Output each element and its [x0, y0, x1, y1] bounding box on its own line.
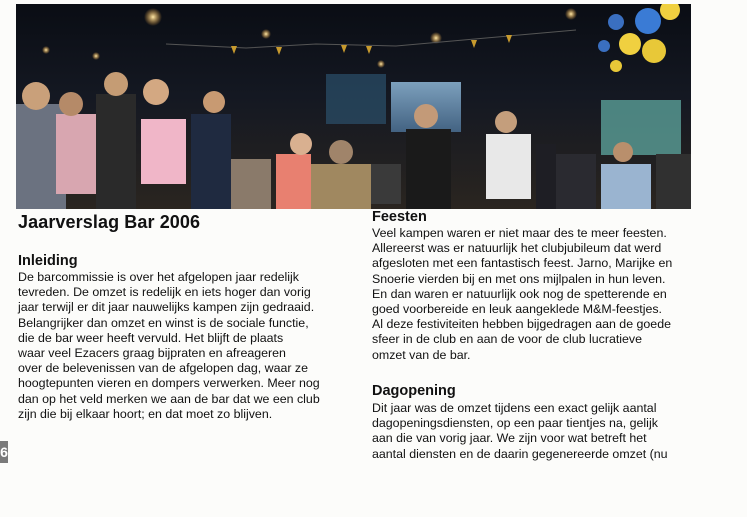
- text-line: jaar terwijl er dit jaar nauwelijks kampen zijn gedraaid.: [18, 300, 315, 315]
- document-title: Jaarverslag Bar 2006: [18, 212, 201, 232]
- balloons: [598, 4, 680, 72]
- text-line: Veel kampen waren er niet maar des te meer feesten.: [372, 226, 667, 240]
- photo-illustration: [16, 4, 691, 209]
- text-line: omzet van de bar.: [372, 347, 471, 362]
- text-line: dagopeningsdiensten, op een paar tientjes na, gelijk: [372, 416, 658, 431]
- text-line: goed voorbereide en leuk aangeklede M&M-feestjes.: [372, 302, 662, 317]
- bar-party-photo: [16, 4, 691, 209]
- text-line: Al deze festiviteiten hebben bijgedragen aan de goede: [372, 317, 671, 332]
- text-line: Allereerst was er natuurlijk het clubjubileum dat werd: [372, 241, 662, 256]
- text-line: sfeer in de club en aan de voor de club lucratieve: [372, 332, 643, 347]
- text-line: Snoerie vierden bij en met ons mijlpalen in hun leven.: [372, 271, 666, 286]
- text-line: Dit jaar was de omzet tijdens een exact gelijk aantal: [372, 401, 657, 415]
- text-line: tevreden. De omzet is redelijk en iets hoger dan vorig: [18, 285, 311, 300]
- text-line: Belangrijker dan omzet en winst is de sociale functie,: [18, 315, 309, 330]
- text-line: dan op het veld merken we aan de bar dat we een club: [18, 391, 320, 406]
- text-line: aantal diensten en de daarin gegenereerde omzet (nu: [372, 446, 668, 461]
- inleiding-heading: Inleiding: [18, 253, 78, 269]
- text-line: over de belevenissen van de afgelopen dag, waar ze: [18, 361, 309, 376]
- page-number-fragment: 6: [0, 441, 8, 463]
- text-line: aan die van vorig jaar. We zijn voor wat betreft het: [372, 431, 647, 446]
- text-line: afgesloten met een fantastisch feest. Jarno, Marijke en: [372, 256, 673, 271]
- text-line: die de bar weer heeft vervuld. Het blijft de plaats: [18, 330, 284, 345]
- ceiling-lights: [42, 8, 577, 68]
- feesten-heading: Feesten: [372, 209, 427, 225]
- text-line: En dan waren er natuurlijk ook nog de spetterende en: [372, 286, 667, 301]
- text-line: zijn die bij elkaar hoort; en dat moet zo blijven.: [18, 406, 273, 421]
- text-line: De barcommissie is over het afgelopen jaar redelijk: [18, 270, 299, 284]
- text-line: waar veel Ezacers graag bijpraten en afreageren: [18, 346, 286, 361]
- inleiding-body: [18, 270, 348, 422]
- dagopening-heading: Dagopening: [372, 383, 456, 399]
- text-line: hoogtepunten vieren en dompers verwerken. Meer nog: [18, 376, 320, 391]
- feesten-body: [372, 226, 717, 363]
- dagopening-body: [372, 401, 717, 462]
